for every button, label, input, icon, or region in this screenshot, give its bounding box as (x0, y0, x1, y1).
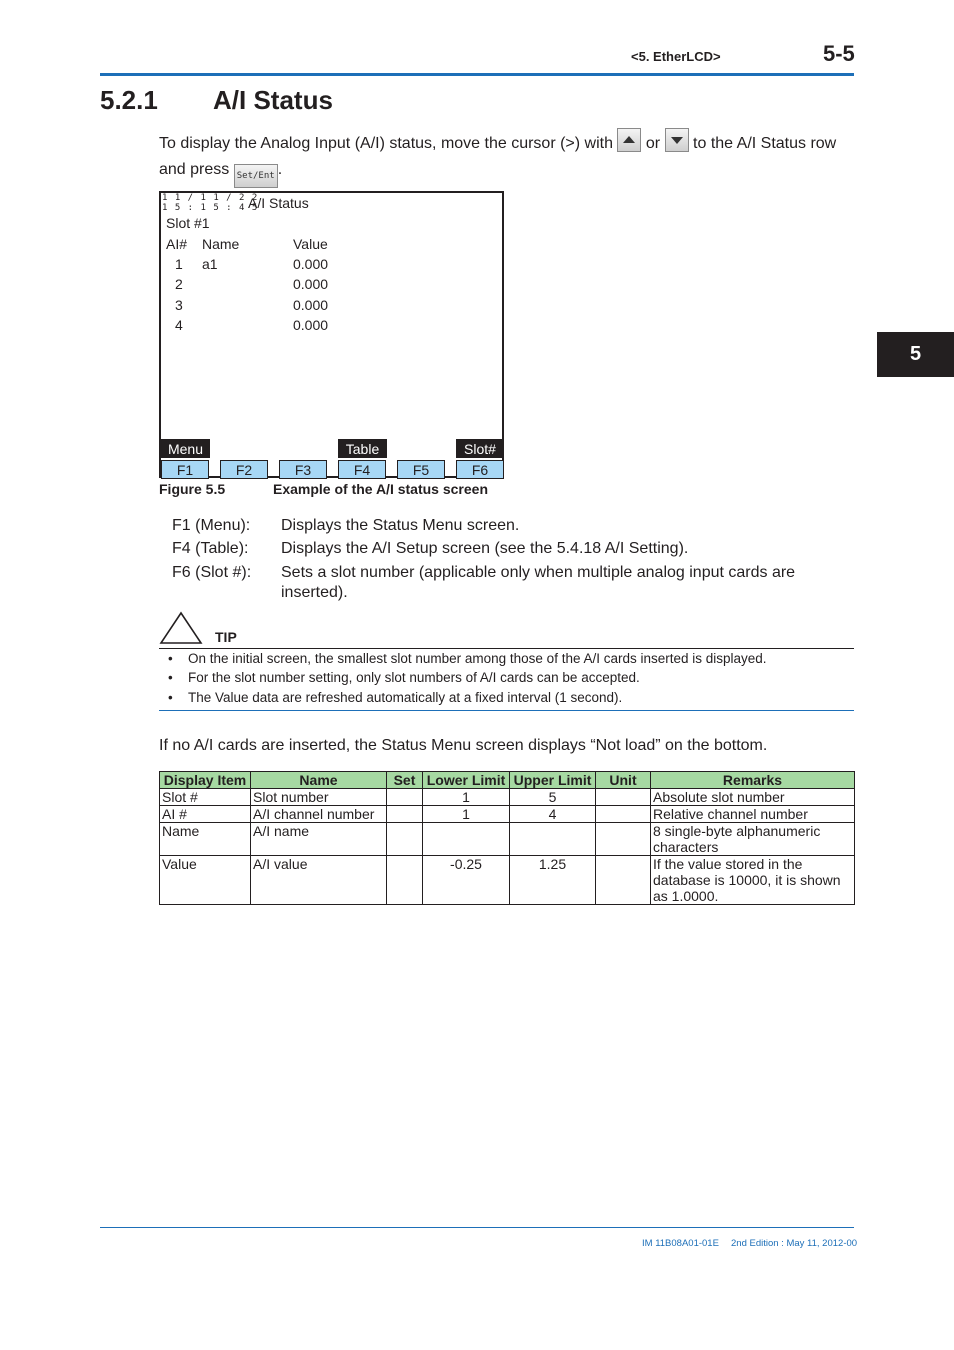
table-header-row (160, 772, 855, 789)
col-lower-limit: Lower Limit (423, 772, 510, 789)
intro-text-or: or (645, 135, 661, 152)
tip-item (168, 670, 640, 685)
cell-remarks: Absolute slot number (651, 789, 855, 806)
cell-unit (596, 856, 651, 905)
cell-lower: 1 (423, 789, 510, 806)
fkey-desc-key: F1 (Menu): (172, 517, 251, 534)
lcd-row-ai: 4 (175, 317, 183, 333)
table-row (160, 856, 855, 905)
lcd-clock (162, 193, 258, 213)
tip-item-text: For the slot number setting, only slot numbers of A/I cards can be accepted. (188, 670, 640, 685)
tip-item (168, 690, 622, 705)
col-name: Name (251, 772, 387, 789)
cell-set (387, 789, 423, 806)
fkey-f6[interactable]: F6 (456, 460, 504, 479)
bullet-icon: • (168, 690, 173, 705)
tip-item (168, 651, 767, 666)
softkey-menu[interactable]: Menu (161, 439, 210, 458)
section-number: 5.2.1 (100, 85, 158, 115)
cell-remarks: If the value stored in the database is 10000, it is shown as 1.0000. (651, 856, 855, 905)
down-arrow-key-icon (665, 128, 689, 152)
col-remarks: Remarks (651, 772, 855, 789)
fkey-f4[interactable]: F4 (338, 460, 386, 479)
col-upper-limit: Upper Limit (510, 772, 596, 789)
lcd-row-name: a1 (202, 256, 218, 272)
softkey-slot[interactable]: Slot# (456, 439, 504, 458)
lcd-time: 1 5 : 1 5 : 4 5 (162, 203, 259, 213)
tip-label: TIP (215, 629, 237, 645)
lcd-header-ai: AI# (166, 236, 188, 252)
cell-upper: 1.25 (510, 856, 596, 905)
fkey-desc-text: Displays the A/I Setup screen (see the 5.4.18 A/I Setting). (281, 540, 689, 557)
cell-set (387, 806, 423, 823)
cell-upper: 5 (510, 789, 596, 806)
col-set: Set (387, 772, 423, 789)
fkey-desc-text: Sets a slot number (applicable only when multiple analog input cards are (281, 564, 796, 581)
lcd-row-ai: 1 (175, 256, 183, 272)
figure-number: Figure 5.5 (159, 481, 226, 497)
figure-caption: Example of the A/I status screen (273, 481, 488, 497)
cell-unit (596, 789, 651, 806)
lcd-row-ai: 3 (175, 297, 183, 313)
fkey-f2[interactable]: F2 (220, 460, 268, 479)
bullet-icon: • (168, 670, 173, 685)
cell-remarks: 8 single-byte alphanumeric characters (651, 823, 855, 856)
cell-name: A/I value (251, 856, 387, 905)
up-arrow-key-icon (617, 128, 641, 152)
section-title: A/I Status (213, 85, 333, 115)
intro-text-1: To display the Analog Input (A/I) status, move the cursor (>) with (159, 135, 613, 152)
chapter-tab: 5 (877, 332, 954, 377)
softkey-table[interactable]: Table (338, 439, 387, 458)
footer-edition: 2nd Edition : May 11, 2012-00 (731, 1238, 858, 1249)
lcd-header-value: Value (293, 236, 328, 252)
table-row (160, 789, 855, 806)
lcd-row-value: 0.000 (293, 256, 329, 272)
lcd-row-value: 0.000 (293, 276, 329, 292)
tip-item-text: On the initial screen, the smallest slot number among those of the A/I cards inserted is displayed. (188, 651, 767, 666)
chapter-label: <5. EtherLCD> (631, 49, 721, 64)
cell-name: A/I channel number (251, 806, 387, 823)
cell-unit (596, 823, 651, 856)
lcd-header-name: Name (202, 236, 240, 252)
col-display-item: Display Item (160, 772, 251, 789)
intro-text-4: . (277, 161, 283, 178)
page-number: 5-5 (823, 41, 855, 66)
cell-lower: -0.25 (423, 856, 510, 905)
cell-unit (596, 806, 651, 823)
footer-doc-number: IM 11B08A01-01E (642, 1238, 719, 1249)
intro-text-3: and press (159, 161, 230, 178)
tip-rule-top (159, 648, 854, 649)
lcd-row-ai: 2 (175, 276, 183, 292)
cell-item: AI # (160, 806, 251, 823)
cell-name: A/I name (251, 823, 387, 856)
fkey-desc-text-cont: inserted). (281, 584, 348, 601)
lcd-date: 1 1 / 1 1 / 2 2 (162, 193, 259, 203)
cell-set (387, 823, 423, 856)
fkey-f1[interactable]: F1 (161, 460, 209, 479)
cell-set (387, 856, 423, 905)
set-ent-key-icon: Set/Ent (234, 164, 278, 188)
cell-upper: 4 (510, 806, 596, 823)
tip-item-text: The Value data are refreshed automatically at a fixed interval (1 second). (188, 690, 623, 705)
fkey-desc-key: F6 (Slot #): (172, 564, 252, 581)
spec-table (159, 771, 855, 905)
lcd-screen (159, 191, 504, 478)
cell-upper (510, 823, 596, 856)
not-load-note: If no A/I cards are inserted, the Status Menu screen displays “Not load” on the bottom. (159, 737, 768, 754)
tip-rule-bottom (159, 710, 854, 711)
lcd-row-value: 0.000 (293, 317, 329, 333)
bullet-icon: • (168, 651, 173, 666)
col-unit: Unit (596, 772, 651, 789)
intro-text-2: to the A/I Status row (693, 135, 837, 152)
fkey-f5[interactable]: F5 (397, 460, 445, 479)
cell-lower: 1 (423, 806, 510, 823)
fkey-desc-text: Displays the Status Menu screen. (281, 517, 520, 534)
footer-rule (100, 1227, 854, 1228)
cell-item: Slot # (160, 789, 251, 806)
fkey-f3[interactable]: F3 (279, 460, 327, 479)
cell-remarks: Relative channel number (651, 806, 855, 823)
lcd-title: A/I Status (248, 195, 309, 211)
table-row (160, 806, 855, 823)
cell-name: Slot number (251, 789, 387, 806)
cell-item: Name (160, 823, 251, 856)
cell-item: Value (160, 856, 251, 905)
intro-paragraph (159, 128, 854, 188)
table-row (160, 823, 855, 856)
lcd-slot: Slot #1 (166, 215, 210, 231)
tip-triangle-icon (159, 611, 203, 645)
lcd-row-value: 0.000 (293, 297, 329, 313)
fkey-desc-key: F4 (Table): (172, 540, 249, 557)
cell-lower (423, 823, 510, 856)
header-rule (100, 73, 854, 76)
